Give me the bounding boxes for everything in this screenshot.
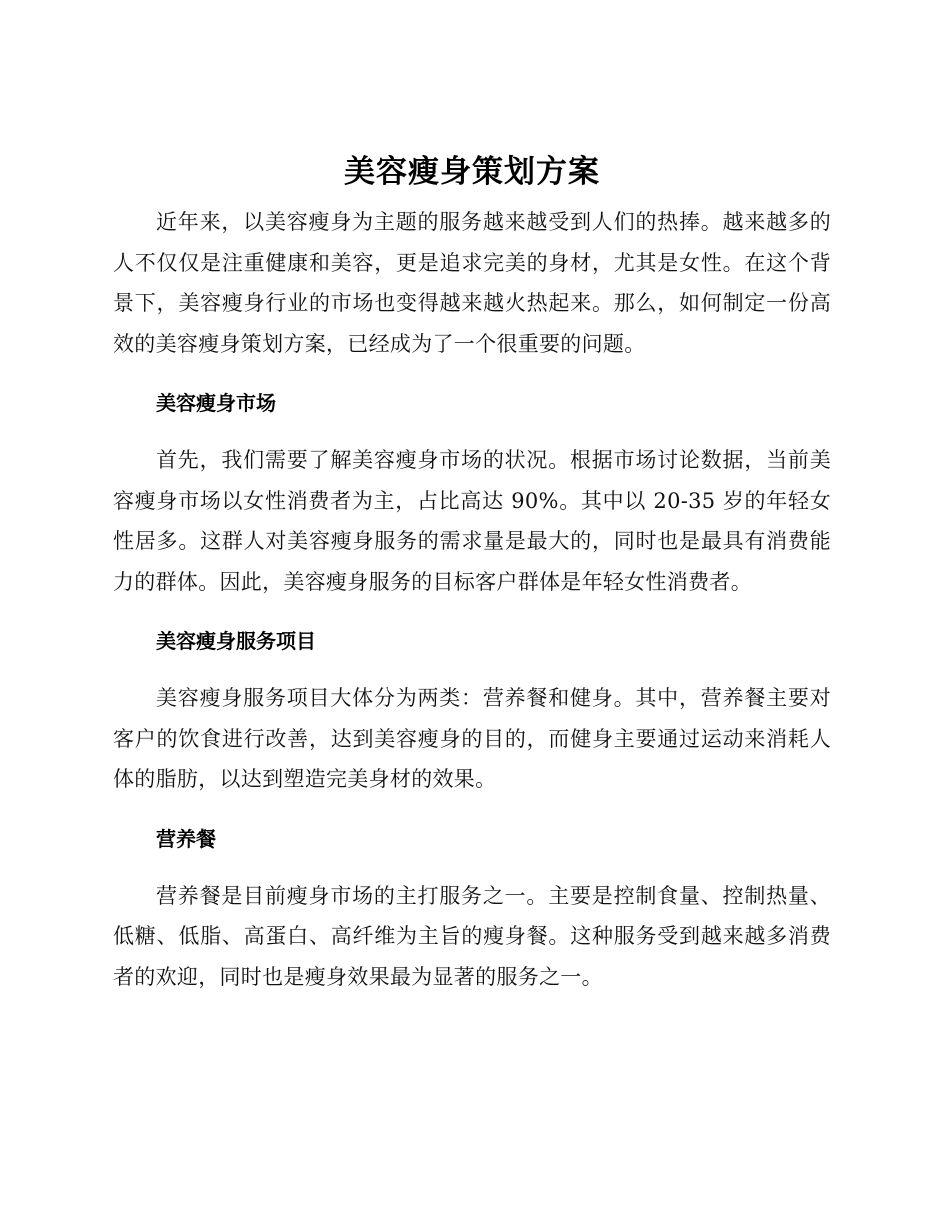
section-paragraph-nutrition-meal: 营养餐是目前瘦身市场的主打服务之一。主要是控制食量、控制热量、低糖、低脂、高蛋白、高纤维为主旨的瘦身餐。这种服务受到越来越多消费者的欢迎，同时也是瘦身效果最为显著的服务之一。 <box>113 883 831 989</box>
section-heading-market: 美容瘦身市场 <box>156 391 276 415</box>
section-paragraph-market: 首先，我们需要了解美容瘦身市场的状况。根据市场讨论数据，当前美容瘦身市场以女性消费者为主，占比高达 90%。其中以 20-35 岁的年轻女性居多。这群人对美容瘦身服务的需求量是最大的，同时也是最具有消费能力的群体。因此，美容瘦身服务的目标客户群体是年轻女性消费者。 <box>113 448 831 594</box>
section-heading-services: 美容瘦身服务项目 <box>156 629 316 653</box>
intro-paragraph: 近年来，以美容瘦身为主题的服务越来越受到人们的热捧。越来越多的人不仅仅是注重健康和美容，更是追求完美的身材，尤其是女性。在这个背景下，美容瘦身行业的市场也变得越来越火热起来。那么，如何制定一份高效的美容瘦身策划方案，已经成为了一个很重要的问题。 <box>113 210 831 356</box>
document-title: 美容瘦身策划方案 <box>344 154 600 190</box>
section-heading-nutrition-meal: 营养餐 <box>156 826 216 851</box>
section-paragraph-services: 美容瘦身服务项目大体分为两类：营养餐和健身。其中，营养餐主要对客户的饮食进行改善，达到美容瘦身的目的，而健身主要通过运动来消耗人体的脂肪，以达到塑造完美身材的效果。 <box>113 686 831 791</box>
document-body <box>113 148 831 997</box>
